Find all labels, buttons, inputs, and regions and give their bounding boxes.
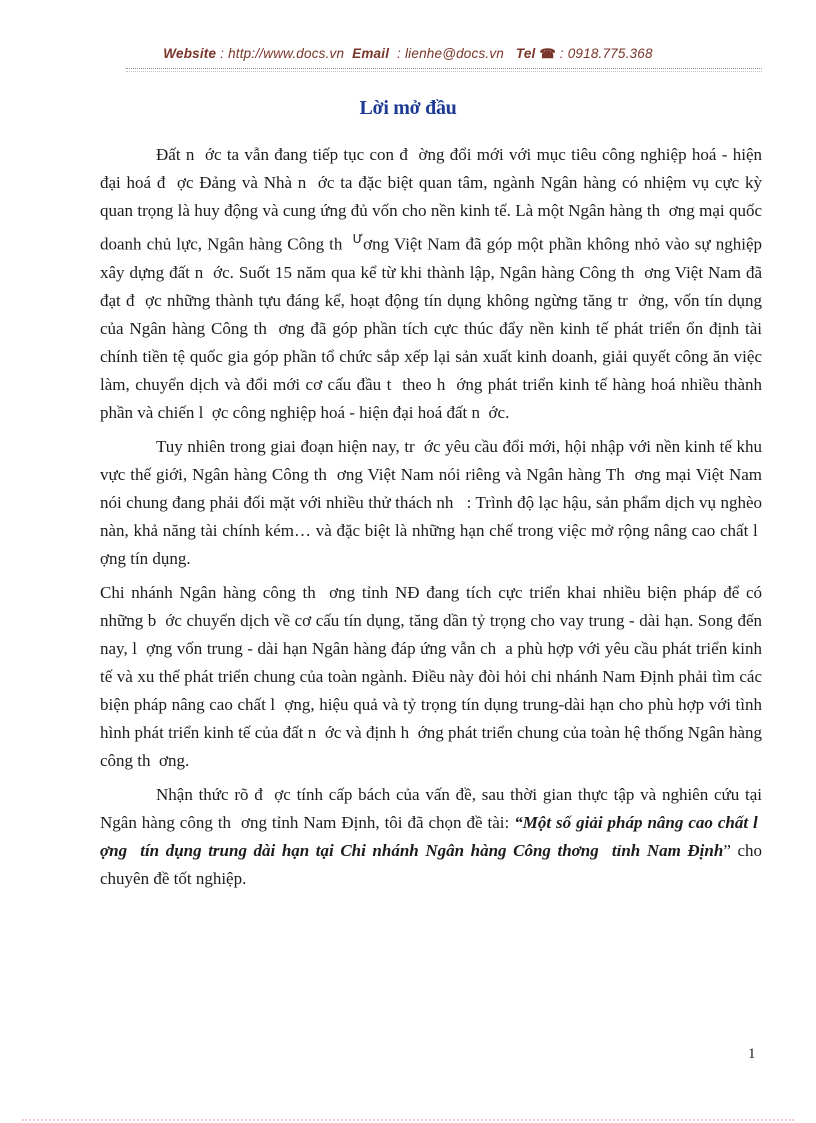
header-text-segment: Website [163, 46, 217, 61]
paragraph [100, 433, 762, 573]
paragraph-text: Chi nhánh Ngân hàng công th ơng tỉnh NĐ đang tích cực triển khai nhiều biện pháp để có những b ớc chuyển dịch về cơ cấu tín dụng, tăng dần tỷ trọng cho vay trung - dài hạn. Song đến nay, l ợng vốn trung - dài hạn Ngân hàng đáp ứng vẫn ch a phù hợp với yêu cầu phát triển kinh tế và xu thế phát triển chung của toàn ngành. Điều này đòi hỏi chi nhánh Nam Định phải tìm các biện pháp nâng cao chất l ợng, hiệu quả và tỷ trọng tín dụng trung-dài hạn cho phù hợp với tình hình phát triển kinh tế của đất n ớc và định h ớng phát triển chung của toàn hệ thống Ngân hàng công th ơng. [100, 582, 762, 770]
document-body [100, 141, 762, 899]
paragraph [100, 141, 762, 427]
header-text-segment: : 0918.775.368 [555, 46, 653, 61]
paragraph-text: Đất n ớc ta vẫn đang tiếp tục con đ ờng đổi mới với mục tiêu công nghiệp hoá - hiện đại hoá đ ợc Đảng và Nhà n ớc ta đặc biệt quan tâm, ngành Ngân hàng có nhiệm vụ cực kỳ quan trọng là huy động và cung ứng đủ vốn cho nền kinh tế. Là một Ngân hàng th ơng mại quốc doanh chủ lực, Ngân hàng Công th [100, 145, 762, 254]
paragraph-text: ơng Việt Nam đã góp một phần không nhỏ vào sự nghiệp xây dựng đất n ớc. Suốt 15 năm qua kể từ khi thành lập, Ngân hàng Công th ơng Việt Nam đã đạt đ ợc những thành tựu đáng kể, hoạt động tín dụng không ngừng tăng tr ởng, vốn tín dụng của Ngân hàng Công th ơng đã góp phần tích cực thúc đẩy nền kinh tế phát triển ổn định tài chính tiền tệ quốc gia góp phần tổ chức sắp xếp lại sản xuất kinh doanh, giải quyết công ăn việc làm, chuyển dịch và đổi mới cơ cấu đầu t theo h ớng phát triển kinh tế hàng hoá nhiều thành phần và chiến l ợc công nghiệp hoá - hiện đại hoá đất n ớc. [100, 234, 762, 422]
page-bottom-border [22, 1119, 794, 1121]
paragraph-text: Nhận thức rõ đ ợc tính cấp bách của vấn đề, sau thời gian thực tập và nghiên cứu tại Ngân hàng công th ơng tỉnh Nam Định, tôi đã chọn đề tài: [100, 784, 762, 832]
header-text-segment: : lienhe@docs.vn [389, 46, 516, 61]
telephone-icon: ☎ [539, 46, 556, 61]
page-number: 1 [748, 1046, 756, 1062]
thesis-title-text: “Một số giải pháp nâng cao chất l ợng tín dụng trung dài hạn tại Chi nhánh Ngân hàng Công thơng tỉnh Nam Định [100, 812, 762, 860]
header-divider [126, 68, 762, 72]
page-header [0, 46, 816, 62]
paragraph [100, 781, 762, 893]
page-title: Lời mở đầu [359, 97, 457, 119]
paragraph [100, 579, 762, 775]
header-text-segment: : http://www.docs.vn [216, 46, 353, 61]
header-text-segment: Email [352, 46, 390, 61]
paragraph-text: Ư [352, 232, 364, 246]
paragraph-text: ” cho chuyên đề tốt nghiệp. [100, 840, 762, 888]
paragraph-text: Tuy nhiên trong giai đoạn hiện nay, tr ớc yêu cầu đổi mới, hội nhập với nền kinh tế khu vực thế giới, Ngân hàng Công th ơng Việt Nam nói riêng và Ngân hàng Th ơng mại Việt Nam nói chung đang phải đối mặt với nhiều thử thách nh : Trình độ lạc hậu, sản phẩm dịch vụ nghèo nàn, khả năng tài chính kém… và đặc biệt là những hạn chế trong việc mở rộng nâng cao chất l ợng tín dụng. [100, 436, 762, 568]
header-text-segment: Tel [515, 46, 540, 61]
